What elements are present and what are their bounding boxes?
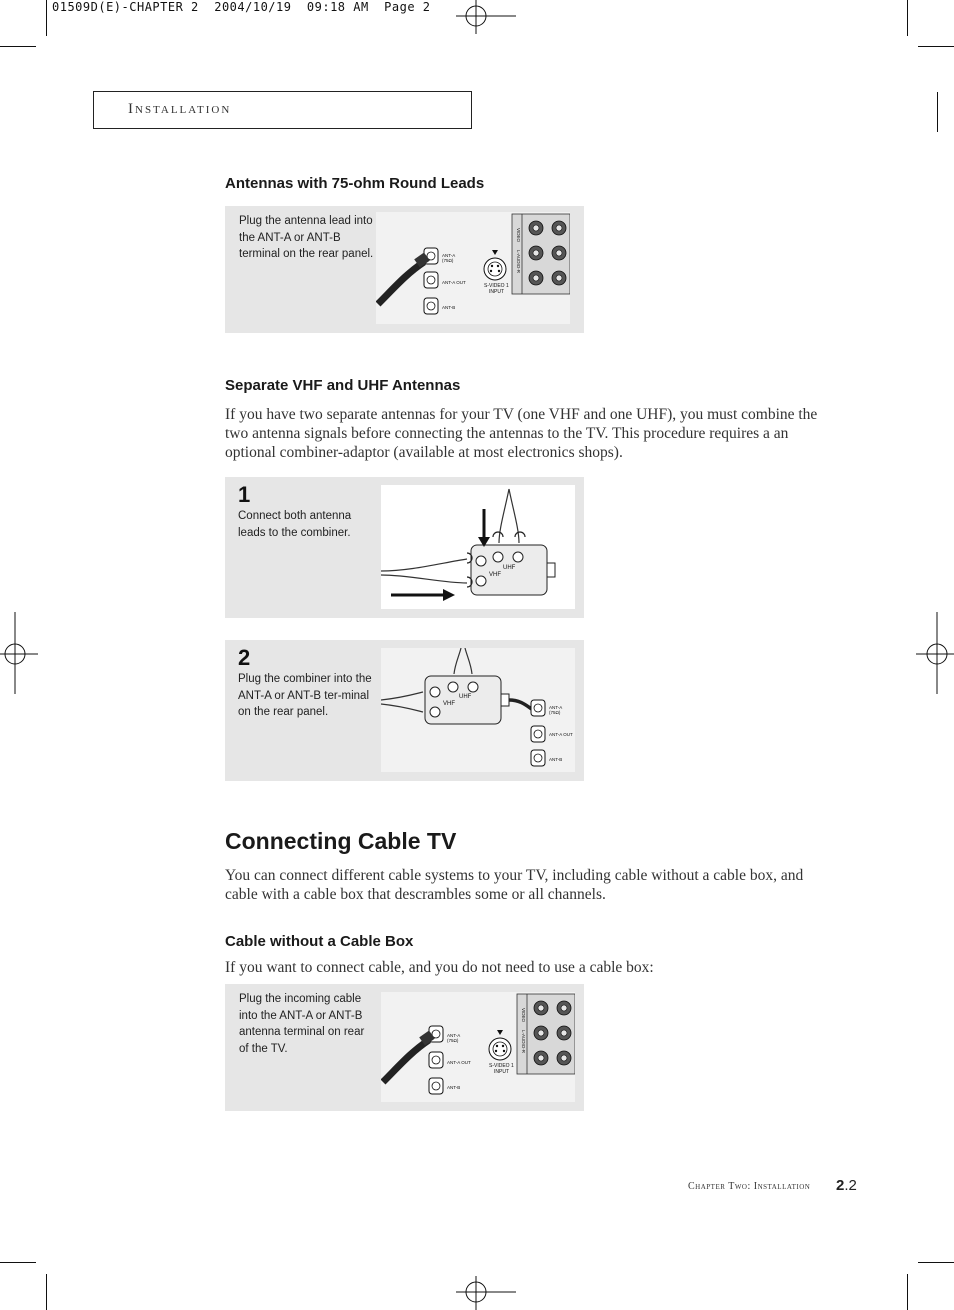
crop-mark — [0, 46, 36, 47]
crop-mark — [907, 0, 908, 36]
combiner-to-panel-diagram — [381, 648, 575, 772]
footer-page-sub: .2 — [844, 1177, 857, 1194]
combiner-diagram — [381, 485, 575, 609]
footer-page-number — [836, 1177, 857, 1194]
svg-text:INPUT: INPUT — [494, 1069, 509, 1075]
step1-text: Connect both antenna leads to the combiner. — [238, 510, 352, 539]
footer-page-main: 2 — [836, 1177, 845, 1194]
registration-mark-left — [0, 612, 38, 694]
crop-mark — [46, 0, 47, 36]
cable-tv-heading: Connecting Cable TV — [225, 828, 457, 854]
svg-text:ANT-B: ANT-B — [442, 305, 456, 310]
svg-text:L-AUDIO-R: L-AUDIO-R — [521, 1030, 526, 1054]
crop-mark — [0, 1262, 36, 1263]
svg-text:ANT-A: ANT-A — [549, 705, 563, 710]
svg-text:VIDEO: VIDEO — [516, 228, 521, 243]
svg-text:ANT-B: ANT-B — [447, 1085, 461, 1090]
svg-text:VHF: VHF — [489, 572, 501, 578]
svg-text:ANT-A OUT: ANT-A OUT — [549, 732, 573, 737]
svg-text:UHF: UHF — [503, 565, 516, 571]
svg-text:S-VIDEO 1: S-VIDEO 1 — [484, 283, 509, 289]
svg-text:INPUT: INPUT — [489, 289, 504, 295]
crop-mark — [937, 92, 938, 132]
print-header: 01509D(E)-CHAPTER 2 2004/10/19 09:18 AM Page 2 — [52, 0, 431, 14]
antenna75-heading: Antennas with 75-ohm Round Leads — [225, 175, 485, 192]
svg-text:UHF: UHF — [459, 694, 472, 700]
cable-without-box-heading: Cable without a Cable Box — [225, 933, 414, 950]
cable-without-box-intro: If you want to connect cable, and you do not need to use a cable box: — [225, 959, 654, 976]
section-label: Installation — [128, 101, 232, 117]
crop-mark — [918, 1262, 954, 1263]
step2-text: Plug the combiner into the ANT-A or ANT-B ter-minal on the rear panel. — [238, 673, 372, 718]
registration-mark-bottom — [456, 1276, 516, 1310]
svg-text:(75Ω): (75Ω) — [442, 258, 454, 263]
cable-tv-paragraph: You can connect different cable systems to your TV, including cable without a cable box, and cable with a cable box that descrambles some or all channels. — [225, 867, 804, 903]
cable-instruction: Plug the incoming cable into the ANT-A or ANT-B antenna terminal on rear of the TV. — [239, 993, 365, 1055]
crop-mark — [918, 46, 954, 47]
svg-text:ANT-A: ANT-A — [447, 1033, 461, 1038]
svg-text:VIDEO: VIDEO — [521, 1008, 526, 1023]
svg-text:(75Ω): (75Ω) — [549, 710, 561, 715]
step1-number: 1 — [238, 482, 251, 507]
crop-mark — [46, 1274, 47, 1310]
crop-mark — [907, 1274, 908, 1310]
vhf-uhf-paragraph: If you have two separate antennas for your TV (one VHF and one UHF), you must combine the two antenna signals before connecting the antennas to the TV. This procedure requires a an optional combiner-adaptor (available at most electronics shops). — [225, 406, 818, 461]
step2-number: 2 — [238, 645, 251, 670]
registration-mark-top — [456, 0, 516, 34]
registration-mark-right — [916, 612, 954, 694]
svg-text:S-VIDEO 1: S-VIDEO 1 — [489, 1063, 514, 1069]
antenna75-instruction: Plug the antenna lead into the ANT-A or ANT-B terminal on the rear panel. — [239, 215, 374, 260]
svg-text:L-AUDIO-R: L-AUDIO-R — [516, 250, 521, 274]
svg-text:ANT-B: ANT-B — [549, 757, 563, 762]
svg-text:ANT-A OUT: ANT-A OUT — [447, 1060, 471, 1065]
svg-text:ANT-A OUT: ANT-A OUT — [442, 280, 466, 285]
svg-text:(75Ω): (75Ω) — [447, 1038, 459, 1043]
footer-chapter-label: Chapter Two: Installation — [688, 1181, 811, 1192]
rear-panel-diagram-75ohm — [376, 212, 570, 324]
svg-text:ANT-A: ANT-A — [442, 253, 456, 258]
vhf-uhf-heading: Separate VHF and UHF Antennas — [225, 377, 461, 394]
rear-panel-diagram-cable — [381, 992, 575, 1102]
svg-text:VHF: VHF — [443, 701, 455, 707]
